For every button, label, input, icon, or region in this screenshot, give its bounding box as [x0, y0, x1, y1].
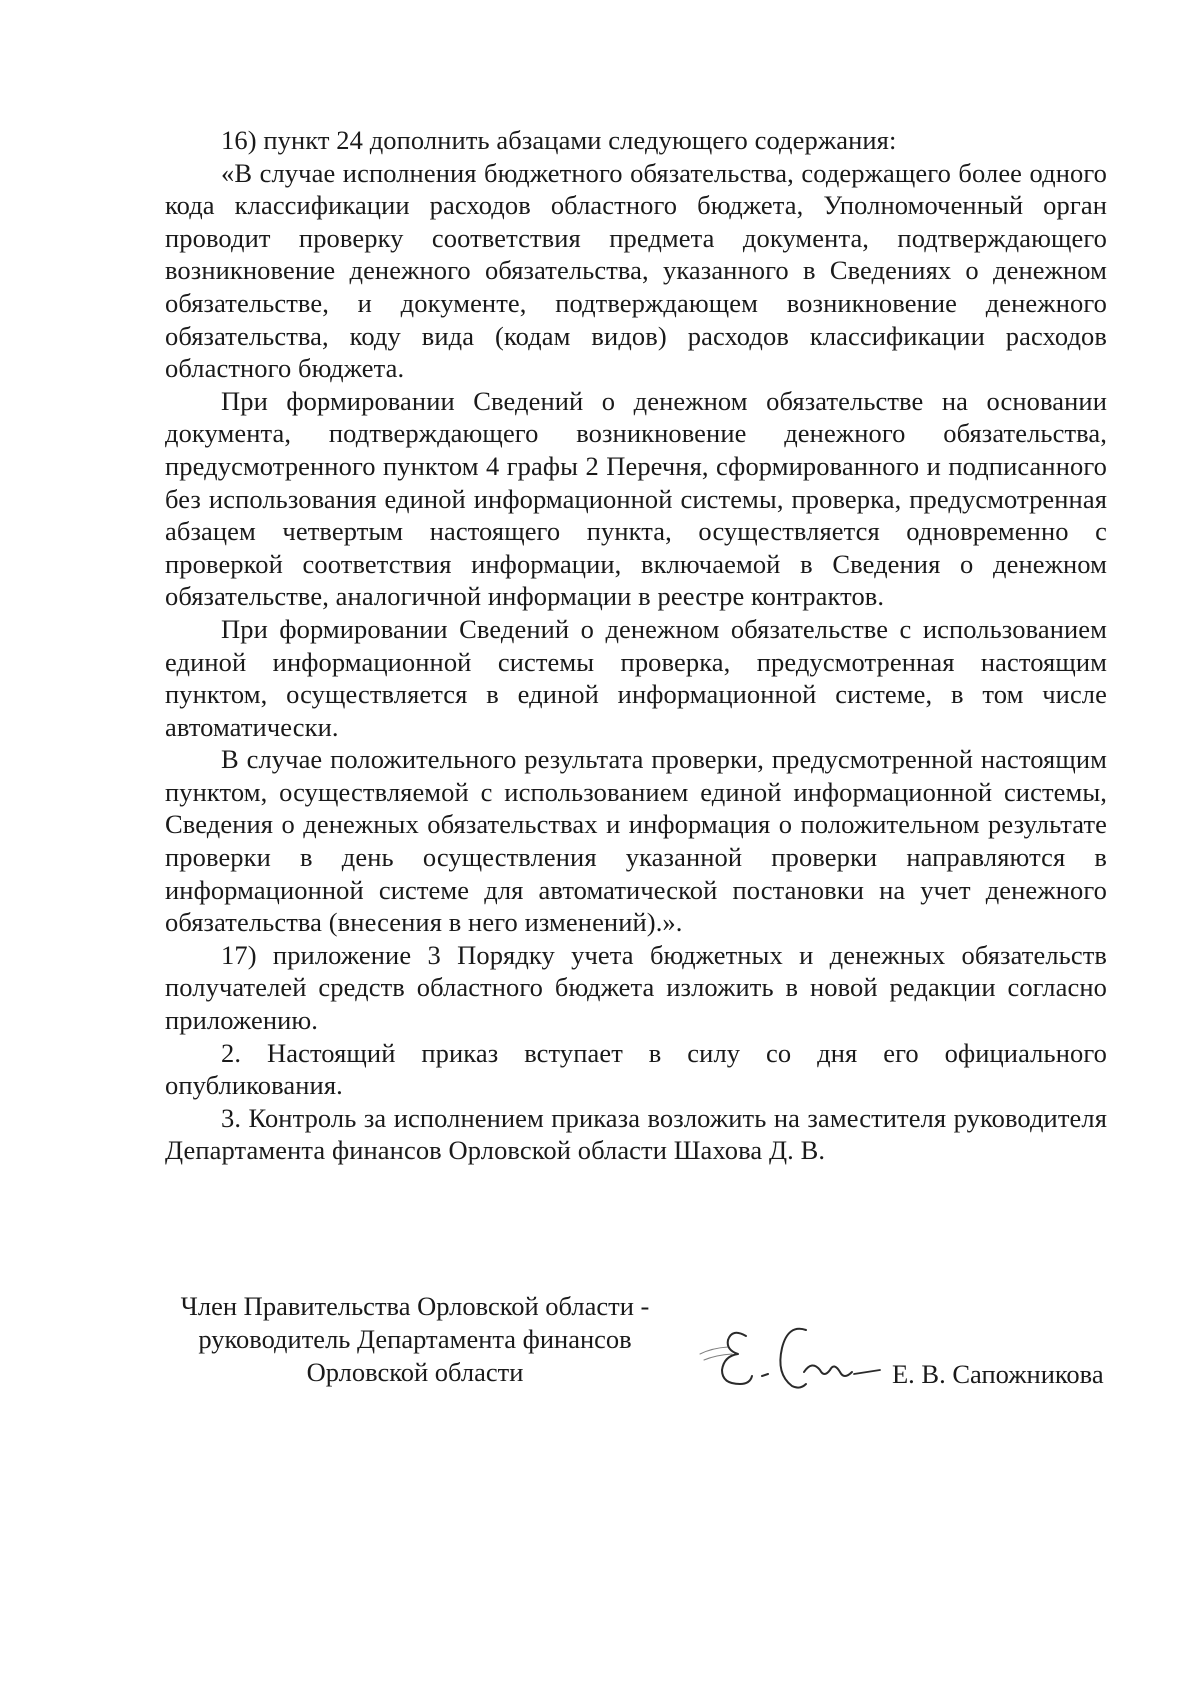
signer-position-line: руководитель Департамента финансов [198, 1324, 632, 1354]
paragraph-check-code: «В случае исполнения бюджетного обязательства, содержащего более одного кода классификации расходов областного бюджета, Уполномоченный орган проводит проверку соответствия предмета документа, подтверждающего возникновение денежного обязательства, указанного в Сведениях о денежном обязательстве, и документе, подтверждающем возникновение денежного обязательства, коду вида (кодам видов) расходов классификации расходов областного бюджета. [165, 157, 1107, 384]
paragraph-item-16: 16) пункт 24 дополнить абзацами следующего содержания: [221, 125, 897, 155]
signer-position [150, 1290, 680, 1389]
paragraph-effective-date: 2. Настоящий приказ вступает в силу со дня его официального опубликования. [165, 1037, 1107, 1101]
paragraph-check-registry: При формировании Сведений о денежном обязательстве на основании документа, подтверждающего возникновение денежного обязательства, предусмотренного пунктом 4 графы 2 Перечня, сформированного и подписанного без использования единой информационной системы, проверка, предусмотренная абзацем четвертым настоящего пункта, осуществляется одновременно с проверкой соответствия информации, включаемой в Сведения о денежном обязательстве, аналогичной информации в реестре контрактов. [165, 385, 1107, 612]
document-body [165, 124, 1107, 1167]
signature-block [150, 1290, 1150, 1410]
signer-name: Е. В. Сапожникова [892, 1359, 1104, 1389]
paragraph-positive-result: В случае положительного результата проверки, предусмотренной настоящим пунктом, осуществляемой с использованием единой информационной системы, Сведения о денежных обязательствах и информация о положительном результате проверки в день осуществления указанной проверки направляются в информационной системе для автоматической постановки на учет денежного обязательства (внесения в него изменений).». [165, 744, 1107, 938]
paragraph-check-automatic: При формировании Сведений о денежном обязательстве с использованием единой информационной системы проверка, предусмотренная настоящим пунктом, осуществляется в единой информационной системе, в том числе автоматически. [165, 613, 1107, 742]
signer-position-line: Орловской области [306, 1357, 524, 1387]
signer-position-line: Член Правительства Орловской области - [180, 1291, 650, 1321]
paragraph-item-17: 17) приложение 3 Порядку учета бюджетных и денежных обязательств получателей средств областного бюджета изложить в новой редакции согласно приложению. [165, 939, 1107, 1036]
paragraph-control: 3. Контроль за исполнением приказа возложить на заместителя руководителя Департамента финансов Орловской области Шахова Д. В. [165, 1102, 1107, 1166]
handwritten-signature [688, 1314, 888, 1394]
